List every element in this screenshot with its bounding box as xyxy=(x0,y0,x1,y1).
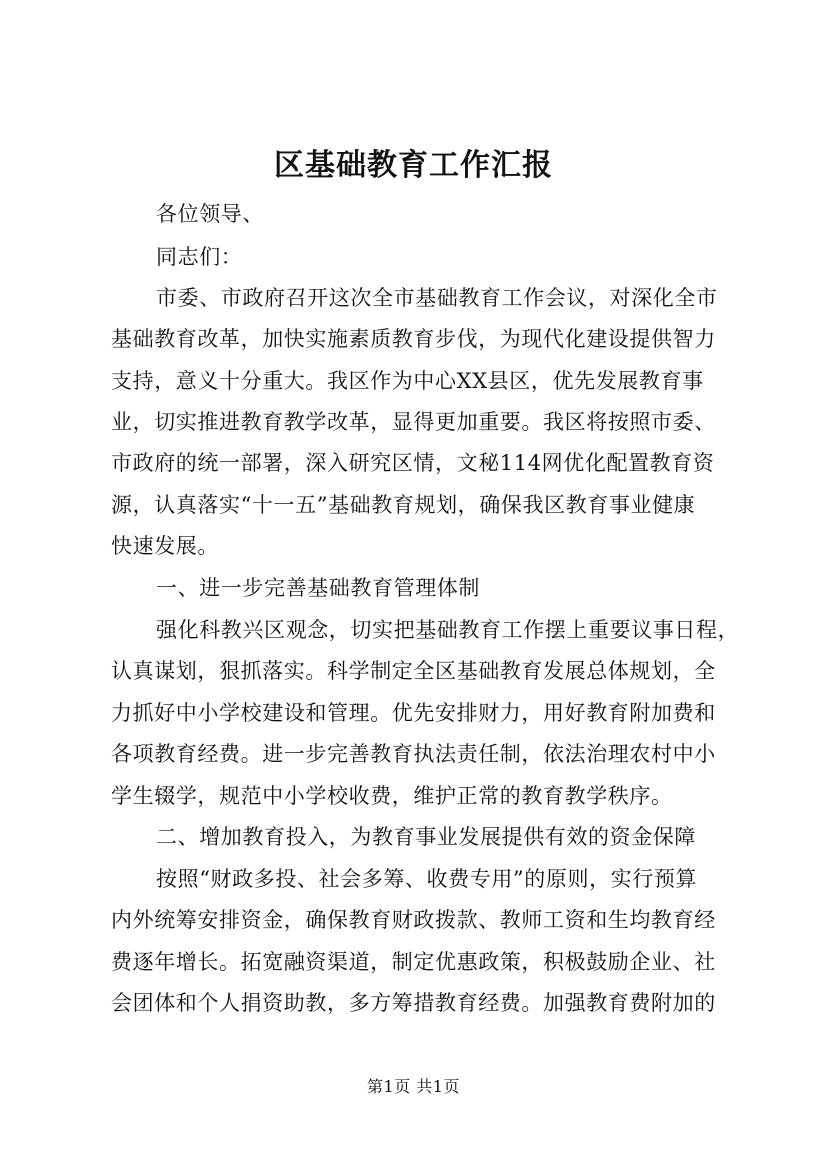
paragraph-line: 内外统筹安排资金，确保教育财政拨款、教师工资和生均教育经 xyxy=(111,908,716,932)
paragraph-line: 强化科教兴区观念，切实把基础教育工作摆上重要议事日程， xyxy=(156,618,740,642)
salutation-line: 同志们： xyxy=(156,245,243,269)
page-number-footer: 第1页 共1页 xyxy=(367,1077,460,1096)
paragraph-line: 费逐年增长。拓宽融资渠道，制定优惠政策，积极鼓励企业、社 xyxy=(111,950,716,974)
paragraph-line: 市委、市政府召开这次全市基础教育工作会议，对深化全市 xyxy=(156,286,718,310)
paragraph-line: 各项教育经费。进一步完善教育执法责任制，依法治理农村中小 xyxy=(111,742,716,766)
paragraph-line: 按照“财政多投、社会多筹、收费专用”的原则，实行预算 xyxy=(156,867,698,891)
paragraph-line: 快速发展。 xyxy=(111,534,219,558)
paragraph-line: 力抓好中小学校建设和管理。优先安排财力，用好教育附加费和 xyxy=(111,701,716,725)
section-heading: 一、进一步完善基础教育管理体制 xyxy=(156,576,480,600)
paragraph-line: 学生辍学，规范中小学校收费，维护正常的教育教学秩序。 xyxy=(111,784,673,808)
paragraph-line: 支持，意义十分重大。我区作为中心XX县区，优先发展教育事 xyxy=(111,369,704,393)
paragraph-line: 源，认真落实“十一五”基础教育规划，确保我区教育事业健康 xyxy=(111,493,696,517)
salutation-line: 各位领导、 xyxy=(156,202,264,226)
document-title: 区基础教育工作汇报 xyxy=(274,148,553,183)
paragraph-line: 基础教育改革，加快实施素质教育步伐，为现代化建设提供智力 xyxy=(111,327,716,351)
paragraph-line: 会团体和个人捐资助教，多方筹措教育经费。加强教育费附加的 xyxy=(111,991,716,1015)
paragraph-line: 业，切实推进教育教学改革，显得更加重要。我区将按照市委、 xyxy=(111,410,716,434)
paragraph-line: 认真谋划，狠抓落实。科学制定全区基础教育发展总体规划，全 xyxy=(111,659,716,683)
paragraph-line: 市政府的统一部署，深入研究区情，文秘114网优化配置教育资 xyxy=(111,451,715,475)
section-heading: 二、增加教育投入，为教育事业发展提供有效的资金保障 xyxy=(156,825,696,849)
